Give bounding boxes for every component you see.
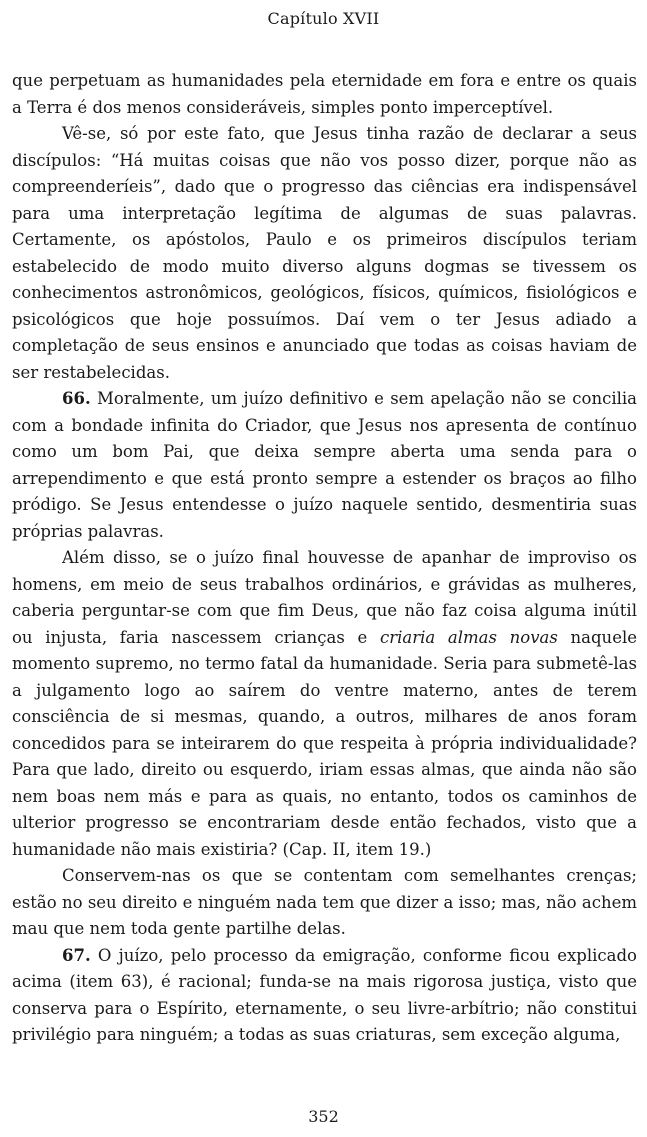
paragraph-conservem: Conservem-nas os que se contentam com semelhantes crenças; estão no seu direito e ninguém nada tem que dizer a isso; mas, não achem mau que nem toda gente partilhe delas.	[12, 866, 637, 938]
paragraph-final-judgment	[12, 545, 637, 863]
page-number: 352	[308, 1107, 339, 1126]
paragraph-text-after-italic: naquele momento supremo, no termo fatal da humanidade. Seria para submetê-las a julgamento logo ao saírem do ventre materno, antes de terem consciência de si mesmas, quando, a outros, milhares de anos foram concedidos para se inteirarem do que respeita à própria individualidade? Para que lado, direito ou esquerdo, iriam essas almas, que ainda não são nem boas nem más e para as quais, no entanto, todos os caminhos de ulterior progresso se encontrariam desde então fechados, visto que a humanidade não mais existiria? (Cap. II, item 19.)	[12, 627, 637, 859]
paragraph-text-before-italic: Além disso, se o juízo final houvesse de apanhar de improviso os homens, em meio de seus trabalhos ordinários, e grávidas as mulheres, caberia perguntar-se com que fim Deus, que não faz coisa alguma inútil ou injusta, faria nascessem crianças e	[12, 548, 637, 647]
item-number-66: 66.	[62, 389, 91, 408]
paragraph-jesus-disciples: Vê-se, só por este fato, que Jesus tinha razão de declarar a seus discípulos: “Há muitas coisas que não vos posso dizer, porque não as compreenderíeis”, dado que o progresso das ciências era indispensável para uma interpretação legítima de algumas de suas palavras. Certamente, os apóstolos, Paulo e os primeiros discípulos teriam estabelecido de modo muito diverso alguns dogmas se tivessem os conhecimentos astronômicos, geológicos, físicos, químicos, fisiológicos e psicológicos que hoje possuímos. Daí vem o ter Jesus adiado a completação de seus ensinos e anunciado que todas as coisas haviam de ser restabelecidas.	[12, 124, 637, 382]
running-header: Capítulo XVII	[267, 9, 380, 28]
italic-phrase: criaria almas novas	[379, 627, 558, 647]
paragraph-continuation: que perpetuam as humanidades pela eternidade em fora e entre os quais a Terra é dos menos consideráveis, simples ponto imperceptível.	[12, 71, 637, 117]
page-body	[12, 68, 637, 1049]
paragraph-66-text: Moralmente, um juízo definitivo e sem apelação não se concilia com a bondade infinita do Criador, que Jesus nos apresenta de contínuo como um bom Pai, que deixa sempre aberta uma senda para o arrependimento e que está pronto sempre a estender os braços ao filho pródigo. Se Jesus entendesse o juízo naquele sentido, desmentiria suas próprias palavras.	[12, 389, 637, 541]
paragraph-67-text: O juízo, pelo processo da emigração, conforme ficou explicado acima (item 63), é racional; funda-se na mais rigorosa justiça, visto que conserva para o Espírito, eternamente, o seu livre-arbítrio; não constitui privilégio para ninguém; a todas as suas criaturas, sem exceção alguma,	[12, 945, 637, 1044]
paragraph-67	[12, 943, 637, 1049]
item-number-67: 67.	[62, 945, 91, 965]
paragraph-66	[12, 386, 637, 545]
